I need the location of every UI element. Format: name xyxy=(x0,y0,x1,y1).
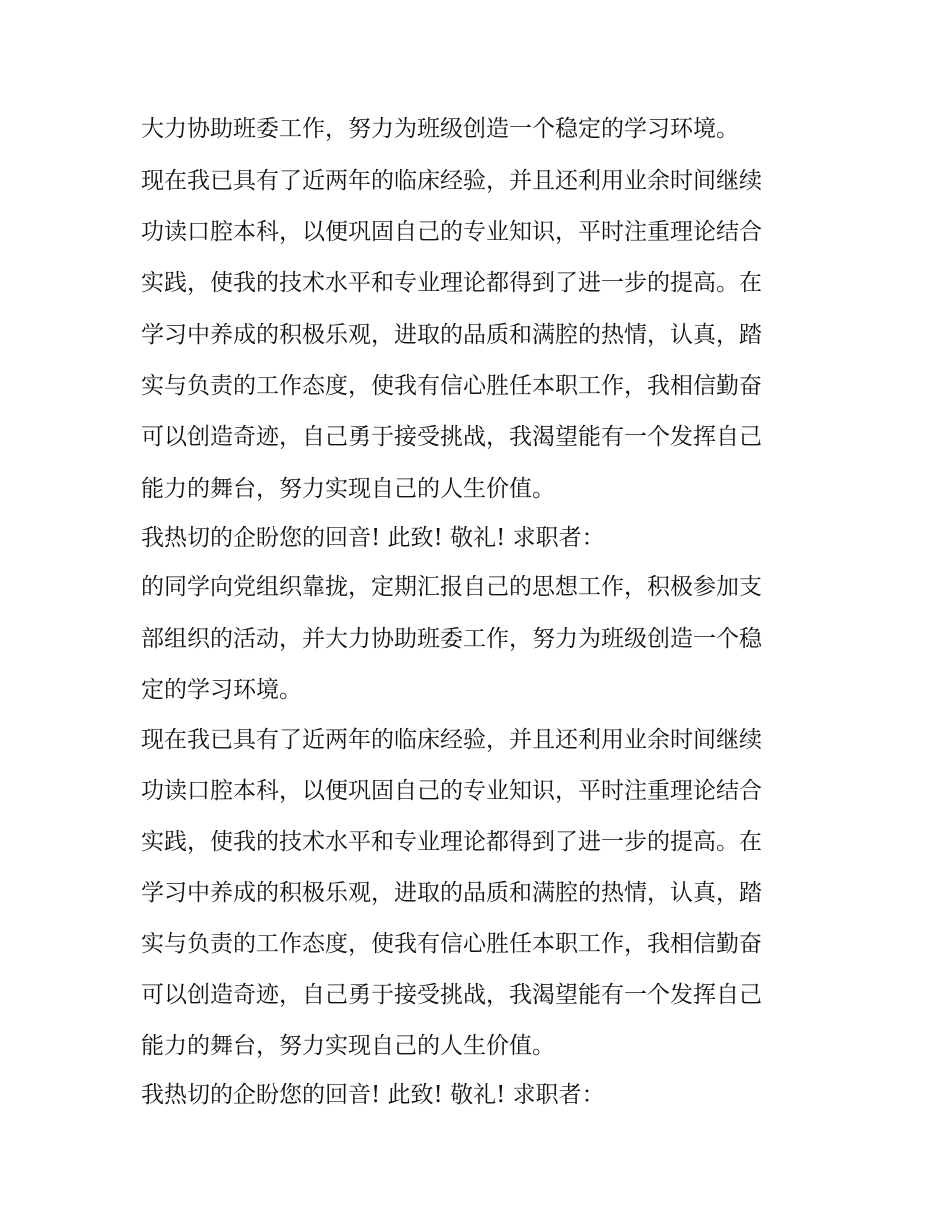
text-line: 的同学向党组织靠拢，定期汇报自己的思想工作，积极参加支 xyxy=(141,574,762,600)
text-line: 实与负责的工作态度，使我有信心胜任本职工作，我相信勤奋 xyxy=(141,373,762,399)
text-line: 部组织的活动，并大力协助班委工作，努力为班级创造一个稳 xyxy=(141,626,762,652)
text-line: 我热切的企盼您的回音! 此致! 敬礼! 求职者： xyxy=(141,1082,605,1108)
text-line: 大力协助班委工作，努力为班级创造一个稳定的学习环境。 xyxy=(141,116,739,142)
text-line: 学习中养成的积极乐观，进取的品质和满腔的热情，认真，踏 xyxy=(141,322,762,348)
text-line: 能力的舞台，努力实现自己的人生价值。 xyxy=(141,1033,555,1059)
text-line: 现在我已具有了近两年的临床经验，并且还利用业余时间继续 xyxy=(141,727,762,753)
text-line: 实践，使我的技术水平和专业理论都得到了进一步的提高。在 xyxy=(141,829,762,855)
text-line: 实践，使我的技术水平和专业理论都得到了进一步的提高。在 xyxy=(141,270,762,296)
text-line: 现在我已具有了近两年的临床经验，并且还利用业余时间继续 xyxy=(141,168,762,194)
text-line: 实与负责的工作态度，使我有信心胜任本职工作，我相信勤奋 xyxy=(141,931,762,957)
text-line: 学习中养成的积极乐观，进取的品质和满腔的热情，认真，踏 xyxy=(141,880,762,906)
text-line: 可以创造奇迹，自己勇于接受挑战，我渴望能有一个发挥自己 xyxy=(141,982,762,1008)
text-line: 功读口腔本科，以便巩固自己的专业知识，平时注重理论结合 xyxy=(141,778,762,804)
text-line: 定的学习环境。 xyxy=(141,677,302,703)
text-line: 可以创造奇迹，自己勇于接受挑战，我渴望能有一个发挥自己 xyxy=(141,424,762,450)
text-line: 我热切的企盼您的回音! 此致! 敬礼! 求职者： xyxy=(141,525,605,551)
text-line: 功读口腔本科，以便巩固自己的专业知识，平时注重理论结合 xyxy=(141,219,762,245)
text-line: 能力的舞台，努力实现自己的人生价值。 xyxy=(141,476,555,502)
